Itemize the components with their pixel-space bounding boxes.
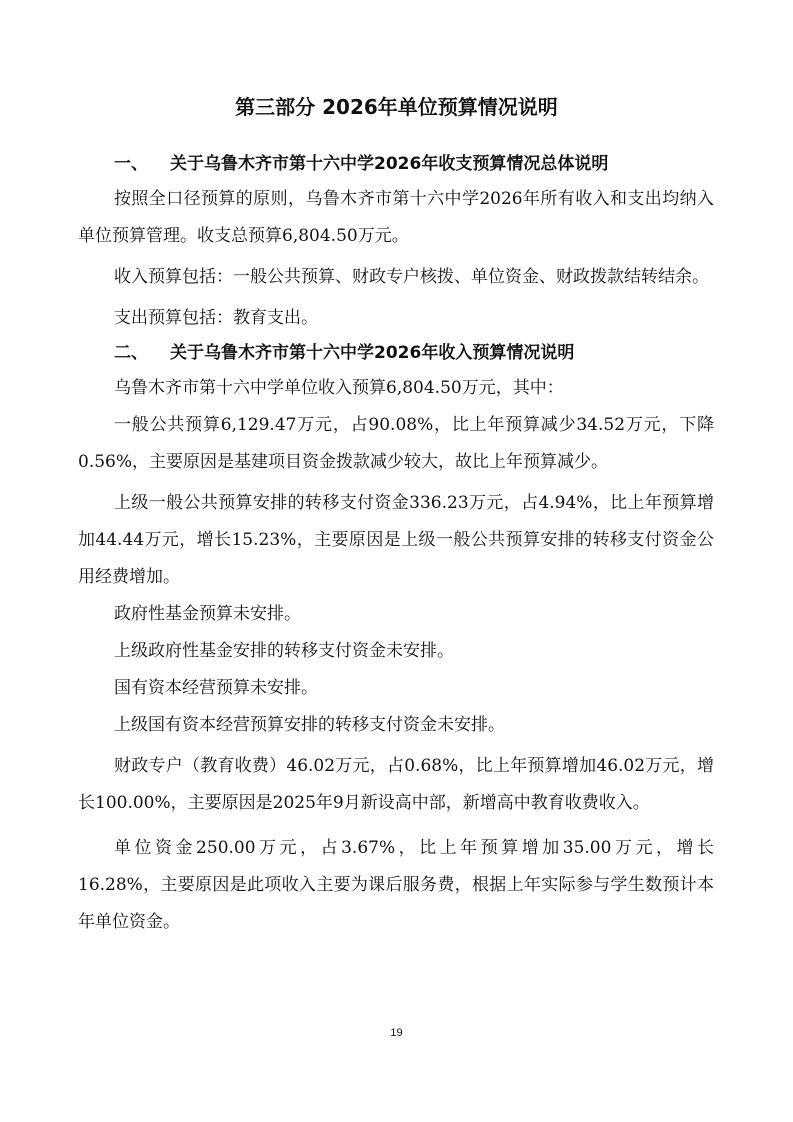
- section-1-number: 一、: [114, 154, 148, 174]
- section-1-title: 关于乌鲁木齐市第十六中学2026年收支预算情况总体说明: [170, 154, 609, 174]
- s2-paragraph-7: 上级国有资本经营预算安排的转移支付资金未安排。: [114, 715, 505, 735]
- section-1-heading: [78, 148, 714, 181]
- document-body: [78, 148, 714, 941]
- page-title: 第三部分 2026年单位预算情况说明: [235, 95, 558, 119]
- s2-paragraph-5: 上级政府性基金安排的转移支付资金未安排。: [114, 641, 454, 661]
- section-2-number: 二、: [114, 343, 148, 363]
- section-2-heading: [78, 337, 714, 370]
- s2-paragraph-8: 财政专户（教育收费）46.02万元，占0.68%，比上年预算增加46.02万元，增长100.00%，主要原因是2025年9月新设高中部，新增高中教育收费收入。: [78, 756, 714, 813]
- s2-paragraph-1: 乌鲁木齐市第十六中学单位收入预算6,804.50万元，其中：: [114, 378, 564, 398]
- s2-paragraph-9: 单位资金250.00万元，占3.67%，比上年预算增加35.00万元，增长16.28%，主要原因是此项收入主要为课后服务费，根据上年实际参与学生数预计本年单位资金。: [78, 838, 714, 932]
- s2-paragraph-3: 上级一般公共预算安排的转移支付资金336.23万元，占4.94%，比上年预算增加44.44万元，增长15.23%，主要原因是上级一般公共预算安排的转移支付资金公用经费增加。: [78, 493, 714, 587]
- s1-paragraph-1: 按照全口径预算的原则，乌鲁木齐市第十六中学2026年所有收入和支出均纳入单位预算管理。收支总预算6,804.50万元。: [78, 189, 714, 246]
- s1-paragraph-3: 支出预算包括：教育支出。: [114, 308, 318, 328]
- page-number: 19: [390, 1027, 403, 1039]
- s1-paragraph-2: 收入预算包括：一般公共预算、财政专户核拨、单位资金、财政拨款结转结余。: [114, 267, 709, 287]
- s2-paragraph-2: 一般公共预算6,129.47万元，占90.08%，比上年预算减少34.52万元，下降0.56%，主要原因是基建项目资金拨款减少较大，故比上年预算减少。: [78, 415, 714, 472]
- s2-paragraph-4: 政府性基金预算未安排。: [114, 604, 301, 624]
- section-2-title: 关于乌鲁木齐市第十六中学2026年收入预算情况说明: [170, 343, 575, 363]
- s2-paragraph-6: 国有资本经营预算未安排。: [114, 678, 318, 698]
